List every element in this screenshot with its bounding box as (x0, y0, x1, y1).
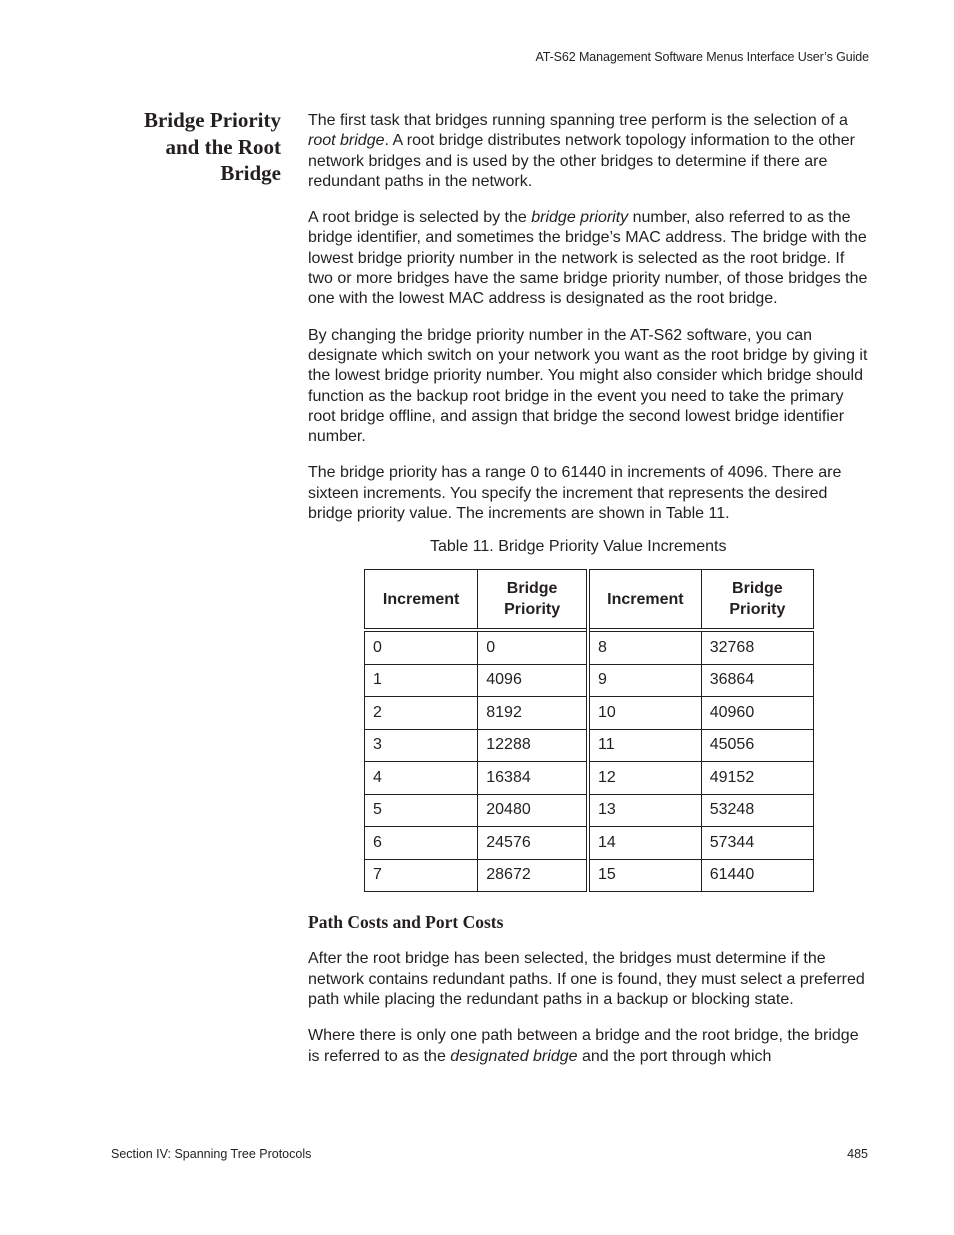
section-heading-line: Bridge Priority (143, 108, 281, 132)
table-caption: Table 11. Bridge Priority Value Increments (430, 538, 727, 556)
table-cell: 57344 (701, 827, 813, 860)
table-cell: 36864 (701, 664, 813, 697)
table-cell: 20480 (478, 794, 588, 827)
emphasis-term: root bridge (308, 132, 385, 150)
section-heading (110, 107, 281, 187)
table-row (365, 729, 814, 762)
paragraph (308, 1026, 870, 1067)
table-cell: 9 (588, 664, 701, 697)
emphasis-term: designated bridge (450, 1047, 578, 1065)
table-cell: 8192 (478, 697, 588, 730)
table-cell: 24576 (478, 827, 588, 860)
paragraph: By changing the bridge priority number in the AT-S62 software, you can designate which switch on your network you want as the root bridge by giving it the lowest bridge priority number. You might also consider which bridge should function as the backup root bridge in the event you need to take the primary root bridge offline, and assign that bridge the second lowest bridge identifier number. (308, 326, 868, 446)
table-cell: 0 (478, 630, 588, 664)
table-header-row (365, 570, 814, 631)
table-cell: 1 (365, 664, 478, 697)
table-cell: 3 (365, 729, 478, 762)
header-text: Bridge (506, 580, 558, 598)
table-cell: 2 (365, 697, 478, 730)
paragraph (308, 208, 870, 309)
table-cell: 61440 (701, 859, 813, 892)
table-cell: 32768 (701, 630, 813, 664)
paragraph-text: and the port through which (577, 1047, 772, 1065)
table-cell: 4 (365, 762, 478, 795)
column-header-bridge-priority (701, 570, 813, 631)
body-column (308, 111, 870, 1083)
table-cell: 15 (588, 859, 701, 892)
table-cell: 53248 (701, 794, 813, 827)
table-row (365, 697, 814, 730)
paragraph-text: number, also referred to as the bridge identifier, and sometimes the bridge’s MAC address. The bridge with the lowest bridge priority number in the network is selected as the root bridge. If two or more bridges have the same bridge priority number, of those bridges the one with the lowest MAC address is designated as the root bridge. (308, 209, 868, 308)
paragraph (308, 111, 870, 192)
table-cell: 28672 (478, 859, 588, 892)
table-cell: 4096 (478, 664, 588, 697)
section-heading-line: Bridge (220, 161, 281, 185)
table-row (365, 762, 814, 795)
paragraph-text: Where there is only one path between a bridge and the root bridge, the bridge is referred to as the (308, 1027, 859, 1065)
column-header-increment: Increment (365, 570, 478, 631)
table-cell: 8 (588, 630, 701, 664)
paragraph-text: The first task that bridges running spanning tree perform is the selection of a (308, 112, 848, 129)
table-cell: 0 (365, 630, 478, 664)
running-header: AT-S62 Management Software Menus Interface User’s Guide (535, 50, 869, 64)
header-text: Priority (729, 601, 786, 619)
page-number: 485 (847, 1147, 868, 1161)
paragraph: The bridge priority has a range 0 to 61440 in increments of 4096. There are sixteen increments. You specify the increment that represents the desired bridge priority value. The increments are shown in Table 11. (308, 464, 842, 523)
table-cell: 12288 (478, 729, 588, 762)
table-cell: 40960 (701, 697, 813, 730)
table-cell: 5 (365, 794, 478, 827)
table-cell: 16384 (478, 762, 588, 795)
bridge-priority-table (364, 569, 814, 892)
subsection-heading: Path Costs and Port Costs (308, 912, 504, 933)
column-header-bridge-priority (478, 570, 588, 631)
table-cell: 11 (588, 729, 701, 762)
table-row (365, 630, 814, 664)
table-cell: 49152 (701, 762, 813, 795)
column-header-increment: Increment (588, 570, 701, 631)
table-cell: 6 (365, 827, 478, 860)
section-heading-line: and the Root (165, 134, 281, 159)
paragraph: After the root bridge has been selected, the bridges must determine if the network contains redundant paths. If one is found, they must select a preferred path while placing the redundant paths in a backup or blocking state. (308, 950, 865, 1008)
table-cell: 14 (588, 827, 701, 860)
header-text: Priority (504, 601, 561, 619)
table-cell: 10 (588, 697, 701, 730)
table-cell: 7 (365, 859, 478, 892)
table-row (365, 827, 814, 860)
table-row (365, 859, 814, 892)
header-text: Bridge (732, 580, 783, 598)
table-cell: 12 (588, 762, 701, 795)
footer-section-title: Section IV: Spanning Tree Protocols (111, 1147, 312, 1161)
paragraph-text: . A root bridge distributes network topology information to the other network bridges and is used by the other bridges to determine if there are redundant paths in the network. (308, 132, 855, 190)
emphasis-term: bridge priority (531, 209, 629, 227)
table-cell: 45056 (701, 729, 813, 762)
table-row (365, 664, 814, 697)
table-row (365, 794, 814, 827)
table-cell: 13 (588, 794, 701, 827)
paragraph-text: A root bridge is selected by the (308, 209, 532, 227)
